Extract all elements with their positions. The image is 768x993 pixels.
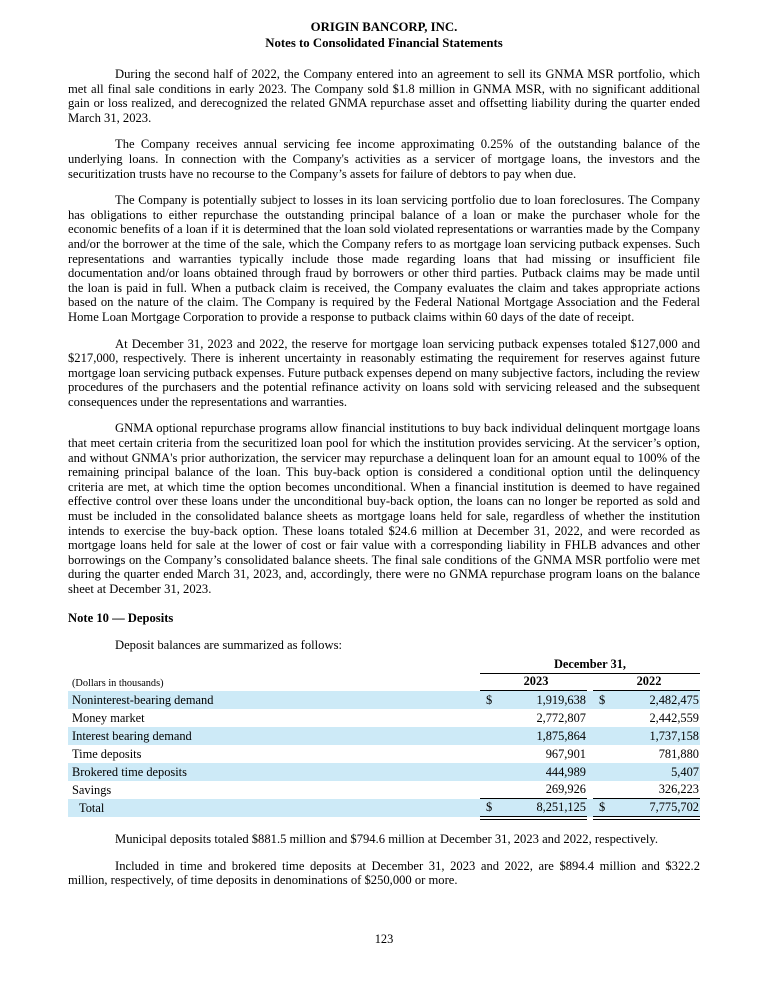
row-savings — [68, 781, 700, 799]
paragraph-putback-reserve: At December 31, 2023 and 2022, the reserve for mortgage loan servicing putback expenses totaled $127,000 and $217,000, respectively. There is inherent uncertainty in reasonably estimating the requirement for reserves against future mortgage loan servicing putback expenses. Future putback expenses depend on many subjective factors, including the review procedures of the purchasers and the potential refinance activity on loans sold with servicing released and the subsequent consequences under the representations and warranties. — [68, 336, 700, 409]
company-name: ORIGIN BANCORP, INC. — [310, 20, 458, 34]
deposits-table — [68, 657, 700, 820]
row-brokered-time-deposits — [68, 763, 700, 781]
paragraph-municipal-deposits: Municipal deposits totaled $881.5 million and $794.6 million at December 31, 2023 and 2022, respectively. — [115, 832, 659, 847]
column-header-2023: 2023 — [480, 674, 587, 691]
document-header — [68, 20, 700, 51]
value-2023: 967,901 — [545, 746, 586, 761]
row-total — [68, 799, 700, 817]
row-label: Savings — [72, 782, 112, 797]
paragraph-gnma-repurchase-programs: GNMA optional repurchase programs allow financial institutions to buy back individual delinquent mortgage loans that meet certain criteria from the securitized loan pool for which the institution provides servicing. At the servicer’s option, and without GNMA's prior authorization, the servicer may repurchase a delinquent loan for an amount equal to 100% of the remaining principal balance of the loan. This buy-back option is considered a conditional option until the delinquency criteria are met, at which time the option becomes unconditional. When a financial institution is deemed to have regained effective control over these loans under the unconditional buy-back option, the loans can no longer be reported as sold and must be included in the consolidated balance sheets as mortgage loans held for sale, regardless of whether the institution intends to exercise the buy-back option. These loans totaled $24.6 million at December 31, 2022, and were recorded as mortgage loans held for sale at the lower of cost or fair value with a corresponding liability in FHLB advances and other borrowings on the Company’s consolidated balance sheets. The final sale conditions of the GNMA MSR portfolio were met during the quarter ended March 31, 2023, and, accordingly, there were no GNMA repurchase program loans on the balance sheet at December 31, 2023. — [68, 421, 700, 596]
column-header-2022: 2022 — [593, 674, 700, 691]
row-label: Total — [79, 800, 105, 815]
value-2022: 5,407 — [671, 764, 699, 779]
period-header: December 31, — [480, 657, 700, 674]
row-noninterest-bearing-demand — [68, 691, 700, 709]
row-label: Money market — [72, 710, 145, 725]
value-2023: 2,772,807 — [536, 710, 586, 725]
value-2022: 2,442,559 — [649, 710, 699, 725]
dollar-sign: $ — [599, 800, 606, 815]
value-2023: 269,926 — [545, 782, 586, 797]
table-year-header-row — [68, 674, 700, 691]
document-title: Notes to Consolidated Financial Statements — [265, 35, 503, 50]
row-interest-bearing-demand — [68, 727, 700, 745]
value-2022: 781,880 — [658, 746, 699, 761]
units-caption: (Dollars in thousands) — [72, 678, 164, 690]
paragraph-large-time-deposits: Included in time and brokered time deposits at December 31, 2023 and 2022, are $894.4 million and $322.2 million, respectively, of time deposits in denominations of $250,000 or more. — [68, 858, 700, 888]
value-2022: 326,223 — [658, 782, 699, 797]
value-2022: 2,482,475 — [649, 692, 699, 707]
row-time-deposits — [68, 745, 700, 763]
dollar-sign: $ — [599, 692, 606, 707]
table-period-header-row — [68, 657, 700, 674]
table-intro: Deposit balances are summarized as follows: — [115, 637, 342, 652]
value-2022: 1,737,158 — [649, 728, 699, 743]
value-2023: 8,251,125 — [536, 800, 586, 815]
paragraph-gnma-msr-sale: During the second half of 2022, the Company entered into an agreement to sell its GNMA MSR portfolio, which met all final sale conditions in early 2023. The Company sold $1.8 million in GNMA MSR, with no significant additional gain or loss realized, and derecognized the related GNMA repurchase asset and offsetting liability during the quarter ended March 31, 2023. — [68, 67, 700, 125]
page-number: 123 — [374, 932, 394, 946]
total-double-rule — [68, 817, 700, 820]
paragraph-servicing-fee-income: The Company receives annual servicing fee income approximating 0.25% of the outstanding balance of the underlying loans. In connection with the Company's activities as a servicer of mortgage loans, the investors and the securitization trusts have no recourse to the Company’s assets for failure of debtors to pay when due. — [68, 137, 700, 181]
row-label: Interest bearing demand — [72, 728, 192, 743]
row-label: Brokered time deposits — [72, 764, 187, 779]
row-label: Time deposits — [72, 746, 142, 761]
value-2023: 1,919,638 — [536, 692, 586, 707]
paragraph-putback-obligations: The Company is potentially subject to losses in its loan servicing portfolio due to loan foreclosures. The Company has obligations to either repurchase the outstanding principal balance of a loan or make the purchaser whole for the economic benefits of a loan if it is determined that the loan sold violated representations or warranties made by the Company and/or the borrower at the time of the sale, which the Company refers to as mortgage loan servicing putback expenses. Such representations and warranties typically include those made regarding loans that had missing or insufficient file documentation and/or loans obtained through fraud by borrowers or other third parties. Putback claims may be made until the loan is paid in full. When a putback claim is received, the Company evaluates the claim and takes appropriate actions based on the nature of the claim. The Company is required by the Federal National Mortgage Association and the Federal Home Loan Mortgage Corporation to provide a response to putback claims within 60 days of the date of receipt. — [68, 193, 700, 324]
note-10-heading: Note 10 — Deposits — [68, 610, 174, 625]
dollar-sign: $ — [486, 692, 493, 707]
value-2023: 444,989 — [545, 764, 586, 779]
value-2023: 1,875,864 — [536, 728, 586, 743]
row-money-market — [68, 709, 700, 727]
value-2022: 7,775,702 — [649, 800, 699, 815]
dollar-sign: $ — [486, 800, 493, 815]
row-label: Noninterest-bearing demand — [72, 692, 214, 707]
